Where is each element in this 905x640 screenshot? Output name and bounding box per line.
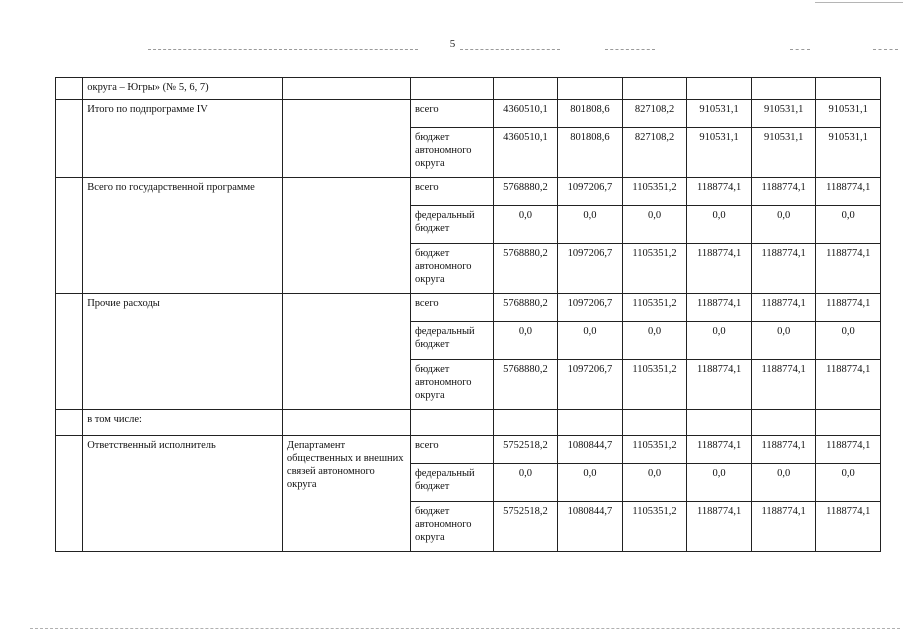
cell-source: бюджет автономного округа [410,360,493,410]
cell-value: 1080844,7 [558,436,623,464]
cell-label: округа – Югры» (№ 5, 6, 7) [83,78,283,100]
scan-line-top-right [815,2,903,3]
cell-source: бюджет автономного округа [410,244,493,294]
cell-value: 1188774,1 [687,294,752,322]
cell-value: 0,0 [558,322,623,360]
cell-value: 1188774,1 [687,178,752,206]
cell-value: 1105351,2 [622,360,687,410]
cell-executor [282,178,410,294]
cell-value: 0,0 [493,464,558,502]
cell-value: 1188774,1 [687,436,752,464]
cell-value: 1188774,1 [751,502,816,552]
table-row [56,436,881,464]
cell-value: 1080844,7 [558,502,623,552]
cell-value: 1188774,1 [751,244,816,294]
budget-table [55,77,881,552]
cell-value: 1097206,7 [558,178,623,206]
cell-value: 1105351,2 [622,244,687,294]
cell-value: 0,0 [558,464,623,502]
cell-value: 1188774,1 [751,294,816,322]
cell-value: 827108,2 [622,100,687,128]
cell-value: 910531,1 [687,100,752,128]
cell-value [816,410,881,436]
cell-value: 910531,1 [816,100,881,128]
cell-value [558,78,623,100]
cell-label: в том числе: [83,410,283,436]
cell-value: 910531,1 [751,100,816,128]
cell-value [751,410,816,436]
cell-value: 4360510,1 [493,128,558,178]
cell-value: 1188774,1 [816,178,881,206]
table-row-continuation [56,78,881,100]
cell-label: Прочие расходы [83,294,283,410]
cell-value [493,78,558,100]
cell-value: 5752518,2 [493,436,558,464]
cell-value [622,78,687,100]
cell-value: 1188774,1 [816,294,881,322]
cell-value: 5768880,2 [493,360,558,410]
cell-number [56,410,83,436]
cell-value [687,410,752,436]
cell-value: 1188774,1 [751,360,816,410]
cell-executor [282,410,410,436]
cell-number [56,78,83,100]
cell-value: 0,0 [558,206,623,244]
cell-source: всего [410,294,493,322]
cell-value: 910531,1 [687,128,752,178]
cell-value: 0,0 [751,206,816,244]
cell-value: 1188774,1 [816,436,881,464]
cell-value: 0,0 [622,322,687,360]
cell-source [410,410,493,436]
cell-executor: Департамент общественных и внешних связей автономного округа [282,436,410,552]
cell-source: федеральный бюджет [410,464,493,502]
cell-value: 0,0 [751,464,816,502]
cell-value: 827108,2 [622,128,687,178]
cell-value: 0,0 [816,322,881,360]
table-body [56,78,881,552]
cell-executor [282,100,410,178]
cell-value [816,78,881,100]
cell-value: 1097206,7 [558,244,623,294]
cell-source: бюджет автономного округа [410,128,493,178]
cell-source: федеральный бюджет [410,206,493,244]
cell-value: 0,0 [493,206,558,244]
cell-value: 1097206,7 [558,360,623,410]
scan-line-bottom [30,628,900,629]
cell-value: 910531,1 [751,128,816,178]
table-row-subheading [56,410,881,436]
cell-value: 1188774,1 [816,360,881,410]
cell-value: 910531,1 [816,128,881,178]
cell-value: 0,0 [687,206,752,244]
cell-value: 0,0 [493,322,558,360]
table-row [56,100,881,128]
cell-value [687,78,752,100]
cell-executor [282,294,410,410]
cell-number [56,178,83,294]
cell-number [56,294,83,410]
table-row [56,178,881,206]
cell-value: 0,0 [816,464,881,502]
page-number: 5 [449,38,456,50]
cell-number [56,436,83,552]
cell-value: 1188774,1 [687,244,752,294]
cell-value: 1188774,1 [816,244,881,294]
cell-value: 0,0 [622,464,687,502]
cell-value: 1188774,1 [751,178,816,206]
cell-source: всего [410,436,493,464]
cell-value: 5752518,2 [493,502,558,552]
cell-value: 1188774,1 [751,436,816,464]
cell-value: 5768880,2 [493,178,558,206]
cell-value: 0,0 [687,322,752,360]
cell-value: 1105351,2 [622,436,687,464]
cell-value [751,78,816,100]
cell-label: Итого по подпрограмме IV [83,100,283,178]
cell-source: всего [410,178,493,206]
cell-source [410,78,493,100]
cell-source: федеральный бюджет [410,322,493,360]
cell-value [622,410,687,436]
cell-label: Ответственный исполнитель [83,436,283,552]
cell-value: 0,0 [687,464,752,502]
cell-value: 1188774,1 [687,502,752,552]
cell-value: 1097206,7 [558,294,623,322]
cell-number [56,100,83,178]
cell-source: бюджет автономного округа [410,502,493,552]
cell-value: 1105351,2 [622,178,687,206]
cell-value: 801808,6 [558,100,623,128]
cell-value: 1105351,2 [622,502,687,552]
cell-label: Всего по государственной программе [83,178,283,294]
cell-value: 1188774,1 [816,502,881,552]
cell-executor [282,78,410,100]
cell-value: 5768880,2 [493,244,558,294]
cell-value [493,410,558,436]
cell-value: 801808,6 [558,128,623,178]
cell-value: 0,0 [751,322,816,360]
cell-value: 4360510,1 [493,100,558,128]
cell-value: 1188774,1 [687,360,752,410]
cell-value: 0,0 [622,206,687,244]
cell-value: 0,0 [816,206,881,244]
cell-source: всего [410,100,493,128]
cell-value [558,410,623,436]
table-row [56,294,881,322]
cell-value: 1105351,2 [622,294,687,322]
cell-value: 5768880,2 [493,294,558,322]
